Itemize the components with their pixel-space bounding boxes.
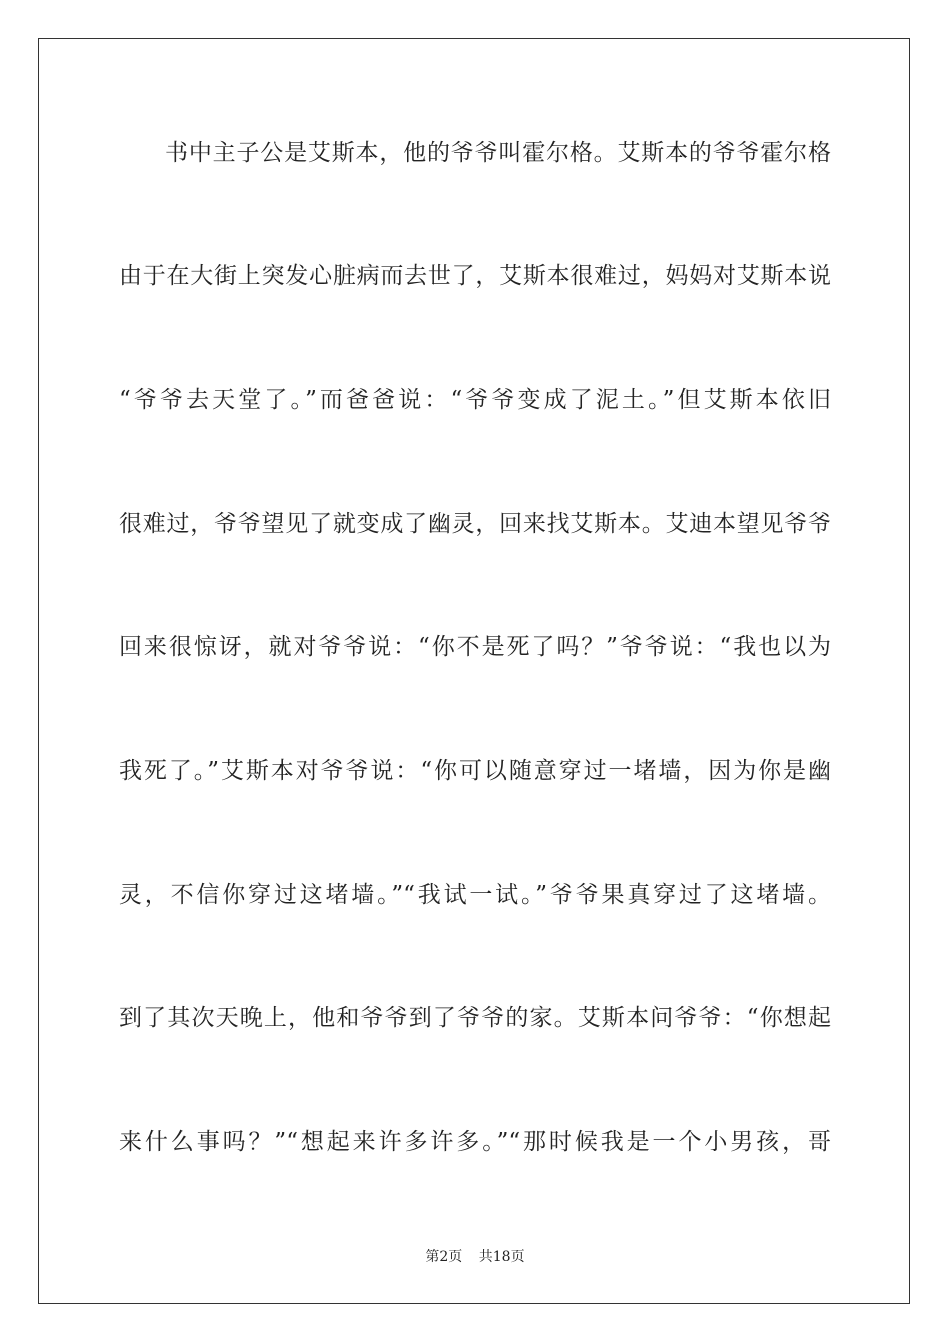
page-number-current: 第2页 bbox=[425, 1249, 463, 1265]
page-number-total: 共18页 bbox=[478, 1249, 525, 1265]
text-line-8: 到了其次天晚上，他和爷爷到了爷爷的家。艾斯本问爷爷：“你想起 bbox=[119, 1005, 831, 1031]
text-line-5: 回来很惊讶，就对爷爷说：“你不是死了吗？”爷爷说：“我也以为 bbox=[119, 634, 831, 660]
page-footer bbox=[0, 1248, 950, 1266]
text-line-2: 由于在大街上突发心脏病而去世了，艾斯本很难过，妈妈对艾斯本说 bbox=[119, 263, 831, 289]
text-line-1: 书中主子公是艾斯本，他的爷爷叫霍尔格。艾斯本的爷爷霍尔格 bbox=[165, 140, 831, 166]
text-line-9: 来什么事吗？”“想起来许多许多。”“那时候我是一个小男孩，哥 bbox=[119, 1129, 831, 1155]
page-border bbox=[38, 38, 910, 1304]
text-line-7: 灵，不信你穿过这堵墙。”“我试一试。”爷爷果真穿过了这堵墙。 bbox=[119, 882, 831, 908]
text-line-4: 很难过，爷爷望见了就变成了幽灵，回来找艾斯本。艾迪本望见爷爷 bbox=[119, 511, 831, 537]
text-line-3: “爷爷去天堂了。”而爸爸说：“爷爷变成了泥土。”但艾斯本依旧 bbox=[119, 387, 831, 413]
text-line-6: 我死了。”艾斯本对爷爷说：“你可以随意穿过一堵墙，因为你是幽 bbox=[119, 758, 831, 784]
